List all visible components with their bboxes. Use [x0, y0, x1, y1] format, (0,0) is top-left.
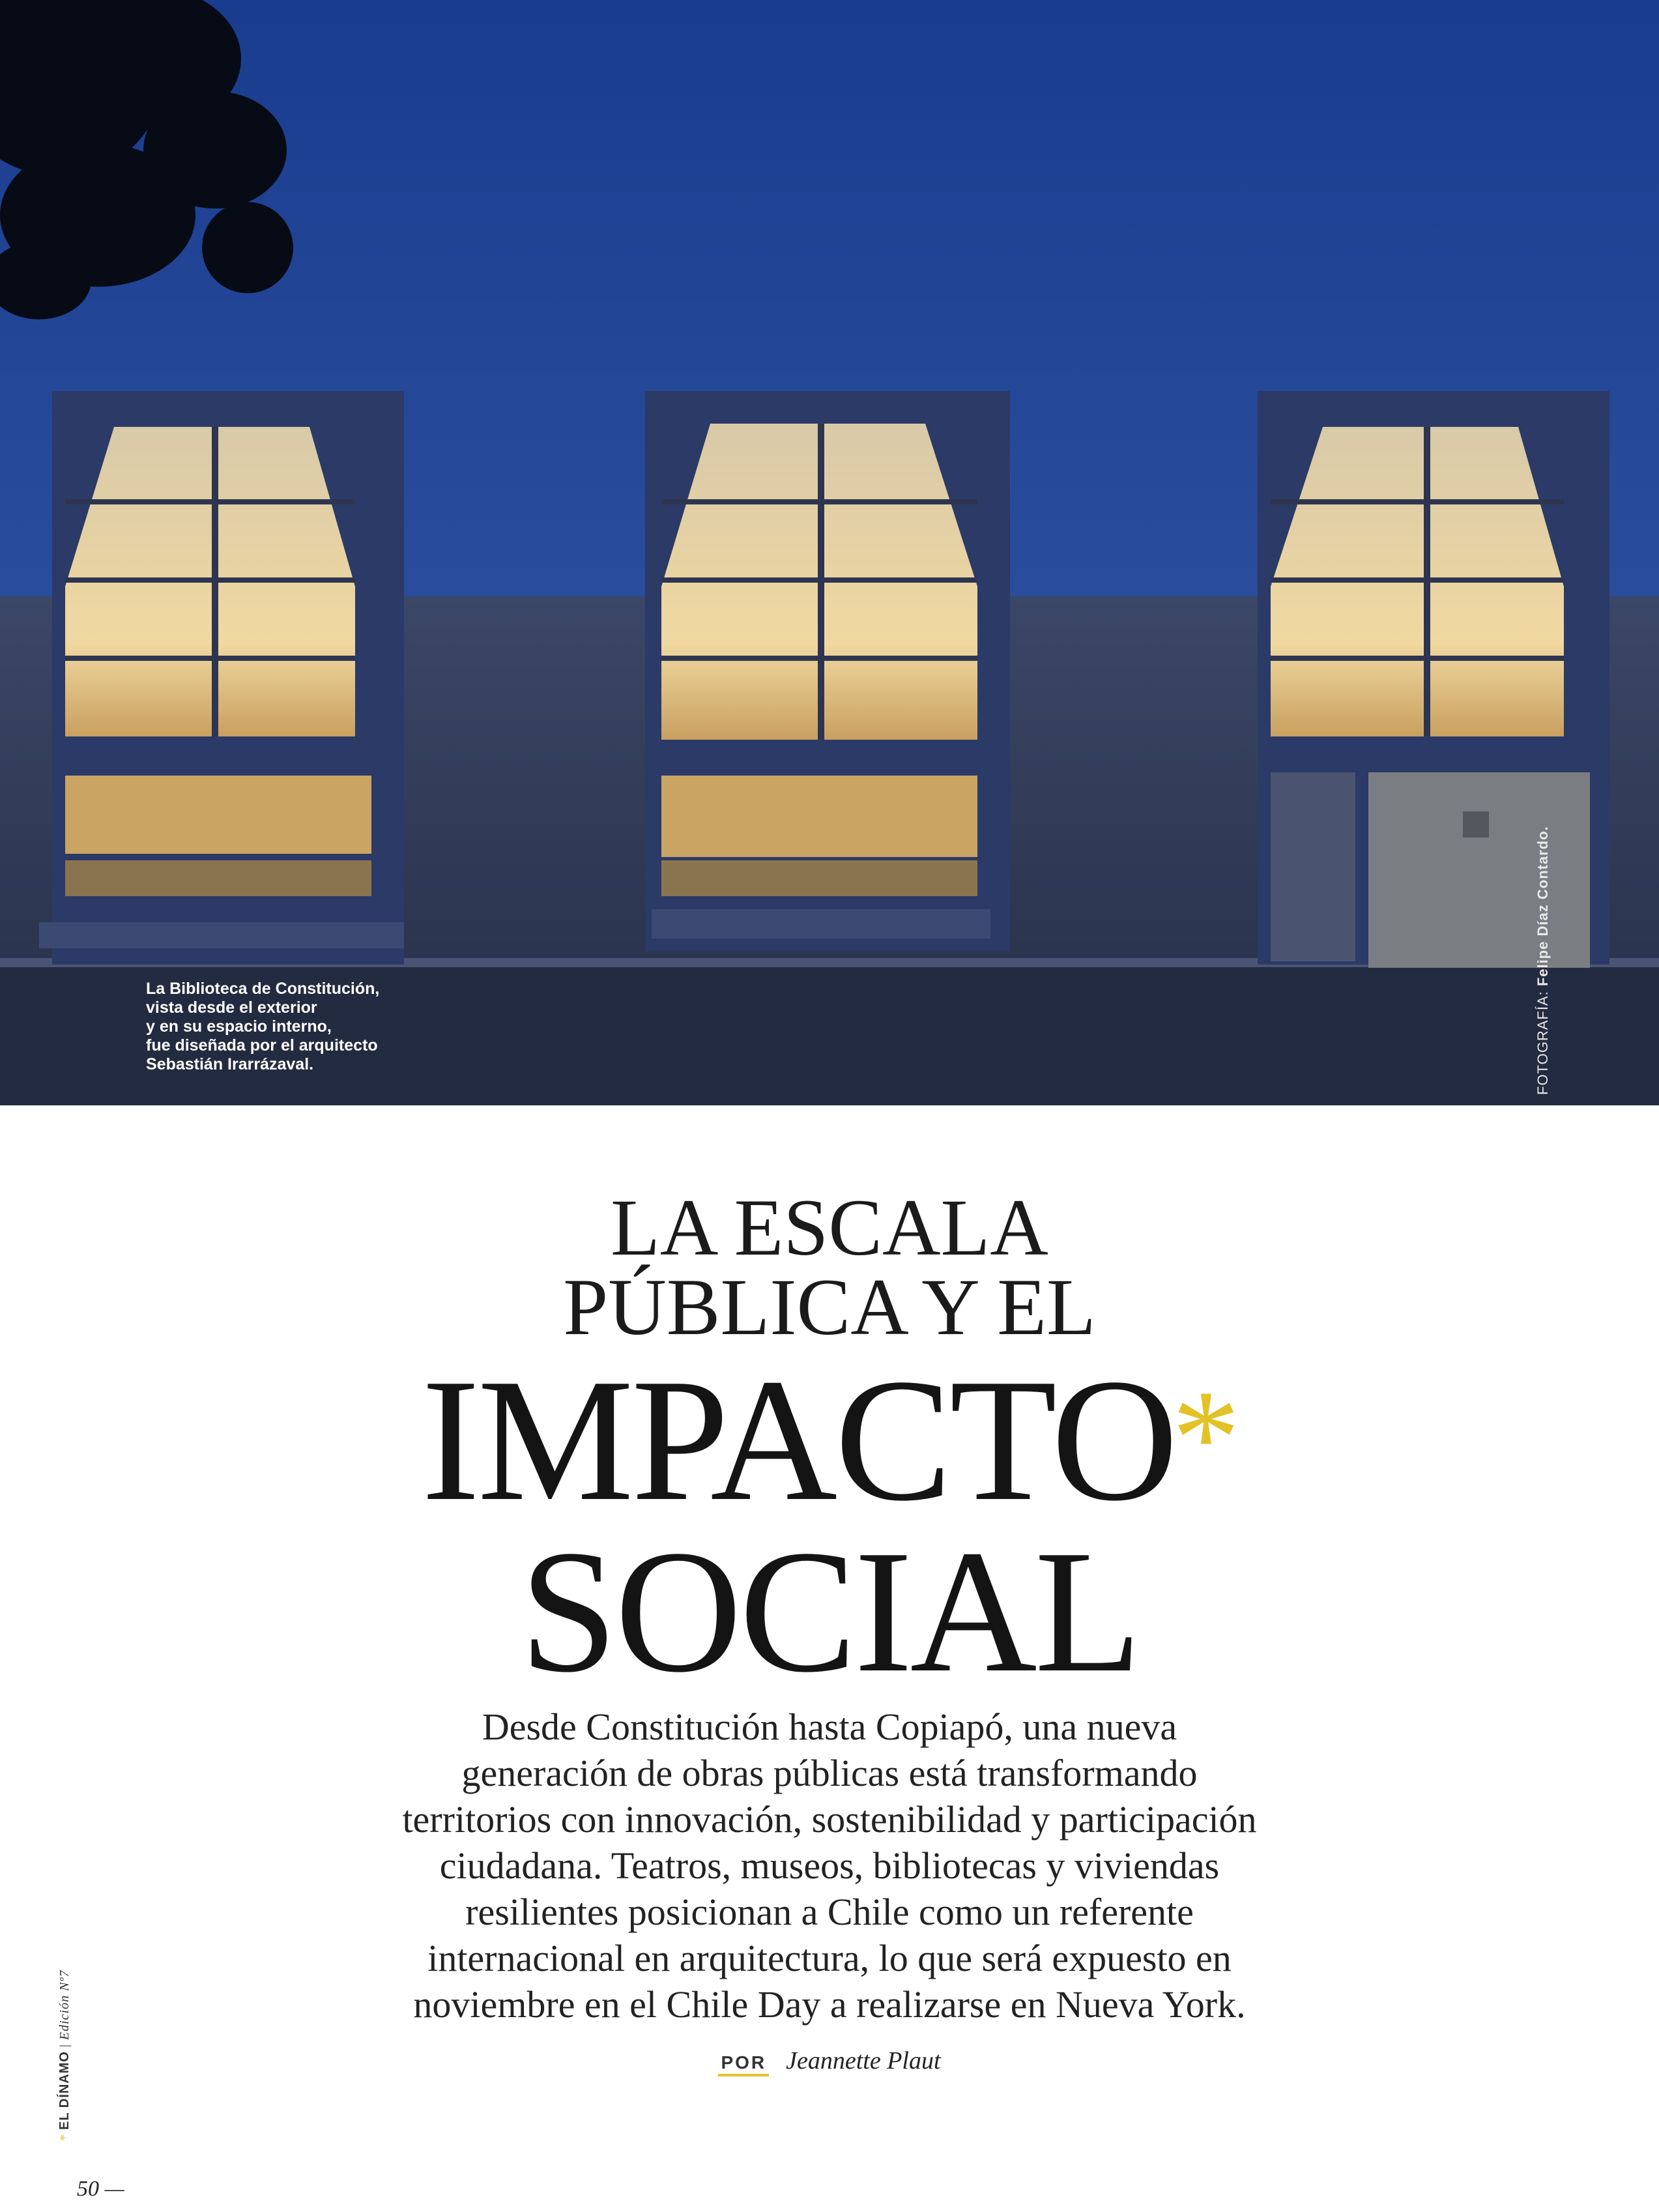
- edition-number: Edición Nº7: [57, 1970, 72, 2041]
- library-exterior-image: [0, 0, 1659, 1105]
- magazine-name: EL DÍNAMO: [57, 2051, 72, 2130]
- brand-star: *: [57, 2134, 72, 2141]
- hero-photo: [0, 0, 1659, 1105]
- brand-separator: |: [57, 2044, 72, 2048]
- headline-line-3: [0, 1343, 1659, 1537]
- byline-author: Jeannette Plaut: [786, 2047, 941, 2074]
- lead-line: Desde Constitución hasta Copiapó, una nueva: [482, 1706, 1177, 1748]
- magazine-edition-label: [57, 1970, 72, 2141]
- page-number: 50 —: [77, 2177, 124, 2201]
- lead-line: ciudadana. Teatros, museos, bibliotecas y viviendas: [439, 1844, 1220, 1887]
- lantern-tower-2: [645, 391, 1010, 952]
- headline-impacto: IMPACTO: [421, 1343, 1176, 1537]
- photo-credit-label: FOTOGRAFÍA:: [1535, 991, 1551, 1095]
- lantern-tower-3: [1258, 391, 1609, 968]
- headline-line-2: PÚBLICA Y EL: [563, 1262, 1096, 1352]
- headline-line-1: LA ESCALA: [611, 1183, 1048, 1272]
- lead-paragraph: [248, 1704, 1411, 2028]
- byline: [0, 2046, 1659, 2075]
- lead-line: territorios con innovación, sostenibilidad y participación: [402, 1798, 1257, 1841]
- asterisk-ornament: *: [1172, 1362, 1238, 1513]
- byline-label: POR: [718, 2052, 769, 2076]
- lead-line: resilientes posicionan a Chile como un referente: [465, 1891, 1194, 1933]
- headline-line-4: SOCIAL: [519, 1514, 1140, 1709]
- lead-line: generación de obras públicas está transformando: [461, 1752, 1198, 1794]
- photo-credit-name: Felipe Díaz Contardo.: [1535, 826, 1551, 987]
- photo-caption: La Biblioteca de Constitución, vista desde el exterior y en su espacio interno, fue diseñada por el arquitecto Sebastián Irarrázaval.: [146, 980, 380, 1073]
- lantern-tower-1: [39, 391, 404, 965]
- lead-line: internacional en arquitectura, lo que será expuesto en: [427, 1937, 1232, 1979]
- lead-line: noviembre en el Chile Day a realizarse en Nueva York.: [413, 1983, 1246, 2026]
- photo-credit: [1535, 826, 1551, 1095]
